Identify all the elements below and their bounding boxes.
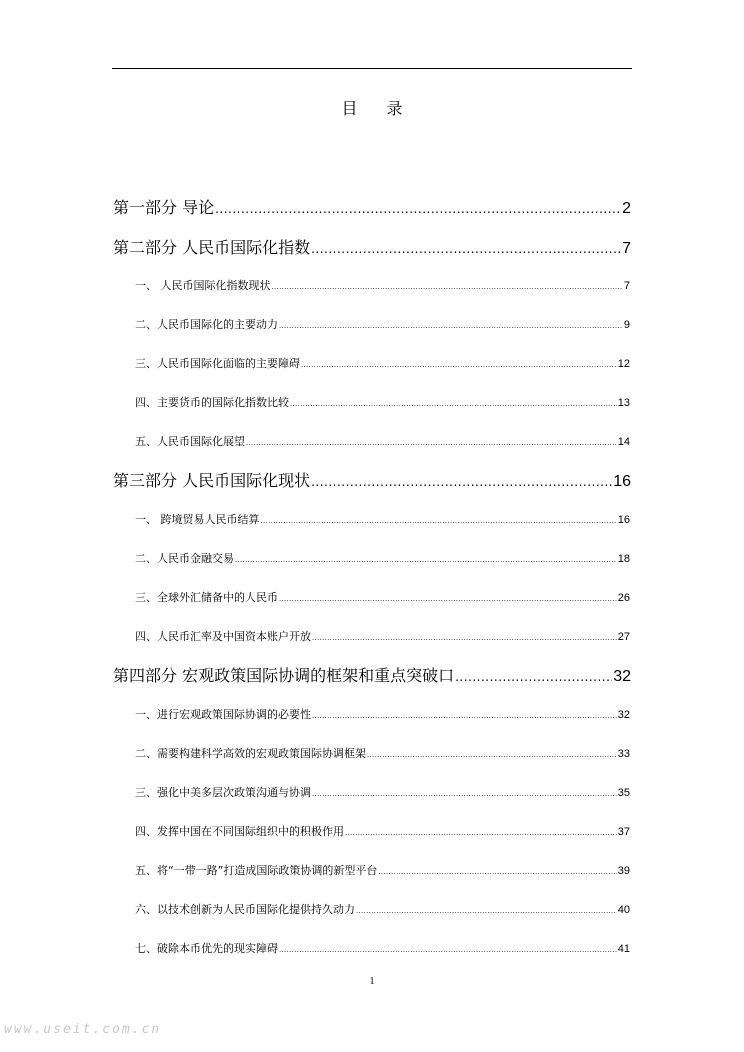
toc-entry-label: 第四部分 宏观政策国际协调的框架和重点突破口	[113, 666, 455, 685]
toc-entry-page: 26	[617, 592, 630, 604]
toc-entry[interactable]	[135, 706, 630, 724]
toc-entry-page: 41	[617, 943, 630, 955]
toc-entry-label: 五、将“一带一路”打造成国际政策协调的新型平台	[135, 864, 378, 877]
toc-leader-dots	[311, 237, 621, 261]
toc-leader-dots	[311, 470, 612, 494]
toc-entry-page: 12	[617, 358, 630, 370]
toc-entry-page: 16	[617, 514, 630, 526]
toc-leader-dots	[356, 902, 617, 920]
toc-entry-label: 二、人民币金融交易	[135, 552, 234, 565]
toc-leader-dots	[215, 197, 621, 221]
toc-entry-page: 32	[617, 709, 630, 721]
toc-leader-dots	[235, 551, 617, 569]
toc-entry-label: 四、人民币汇率及中国资本账户开放	[135, 630, 311, 643]
toc-leader-dots	[279, 590, 617, 608]
toc-entry-label: 七、破除本币优先的现实障碍	[135, 942, 278, 955]
toc-leader-dots	[272, 278, 623, 296]
toc-entry-page: 16	[613, 473, 631, 490]
toc-entry[interactable]	[135, 511, 630, 529]
toc-leader-dots	[378, 863, 616, 881]
toc-entry-label: 四、主要货币的国际化指数比较	[135, 396, 289, 409]
toc-entry-label: 三、人民币国际化面临的主要障碍	[135, 357, 300, 370]
toc-entry-label: 五、人民币国际化展望	[135, 435, 245, 448]
toc-entry-page: 32	[613, 668, 631, 685]
toc-entry-page: 39	[617, 865, 630, 877]
toc-entry-page: 27	[617, 631, 630, 643]
toc-leader-dots	[246, 434, 617, 452]
toc-entry-label: 二、人民币国际化的主要动力	[135, 318, 278, 331]
toc-entry[interactable]	[135, 355, 630, 373]
toc-entry-label: 三、强化中美多层次政策沟通与协调	[135, 786, 311, 799]
toc-entry-label: 一、 人民币国际化指数现状	[135, 279, 271, 292]
header-rule	[112, 68, 632, 69]
toc-entry[interactable]	[135, 901, 630, 919]
toc-leader-dots	[312, 785, 617, 803]
toc-entry-label: 第三部分 人民币国际化现状	[113, 471, 311, 490]
toc-entry[interactable]	[135, 862, 630, 880]
toc-leader-dots	[312, 629, 617, 647]
toc-entry[interactable]	[113, 469, 631, 493]
toc-leader-dots	[301, 356, 617, 374]
toc-entry-page: 9	[623, 319, 630, 331]
toc-leader-dots	[312, 707, 617, 725]
toc-entry[interactable]	[135, 745, 630, 763]
toc-entry-label: 三、全球外汇储备中的人民币	[135, 591, 278, 604]
toc-entry-page: 35	[617, 787, 630, 799]
toc-entry-page: 13	[617, 397, 630, 409]
toc-leader-dots	[279, 941, 617, 959]
toc-entry-label: 二、需要构建科学高效的宏观政策国际协调框架	[135, 747, 366, 760]
toc-entry[interactable]	[135, 940, 630, 958]
toc-entry-label: 六、以技术创新为人民币国际化提供持久动力	[135, 903, 355, 916]
toc-entry[interactable]	[135, 394, 630, 412]
toc-entry[interactable]	[135, 433, 630, 451]
toc-entry[interactable]	[135, 784, 630, 802]
toc-entry-page: 40	[617, 904, 630, 916]
toc-entry[interactable]	[135, 316, 630, 334]
toc-entry[interactable]	[135, 277, 630, 295]
toc-entry[interactable]	[135, 628, 630, 646]
toc-leader-dots	[261, 512, 617, 530]
toc-entry-page: 7	[622, 240, 631, 257]
toc-entry-label: 一、 跨境贸易人民币结算	[135, 513, 260, 526]
toc-entry-page: 14	[617, 436, 630, 448]
toc-leader-dots	[367, 746, 617, 764]
toc-entry-label: 四、发挥中国在不同国际组织中的积极作用	[135, 825, 344, 838]
toc-entry[interactable]	[113, 664, 631, 688]
toc-entry-label: 一、进行宏观政策国际协调的必要性	[135, 708, 311, 721]
toc-entry-page: 2	[622, 200, 631, 217]
toc-entry[interactable]	[135, 589, 630, 607]
toc-entry[interactable]	[113, 196, 631, 220]
toc-entry[interactable]	[135, 550, 630, 568]
toc-leader-dots	[345, 824, 617, 842]
toc-leader-dots	[290, 395, 617, 413]
toc-leader-dots	[455, 665, 612, 689]
toc-entry-label: 第二部分 人民币国际化指数	[113, 238, 311, 257]
toc-entry-page: 33	[617, 748, 630, 760]
watermark-text: www.useit.com.cn	[4, 1022, 162, 1037]
footer-page-number: 1	[369, 976, 375, 987]
toc-entry[interactable]	[113, 236, 631, 260]
toc-leader-dots	[279, 317, 623, 335]
toc-entry-page: 7	[623, 280, 630, 292]
toc-entry-label: 第一部分 导论	[113, 198, 215, 217]
toc-entry-page: 18	[617, 553, 630, 565]
toc-entry[interactable]	[135, 823, 630, 841]
toc-entry-page: 37	[617, 826, 630, 838]
page-title: 目 录	[341, 99, 415, 118]
